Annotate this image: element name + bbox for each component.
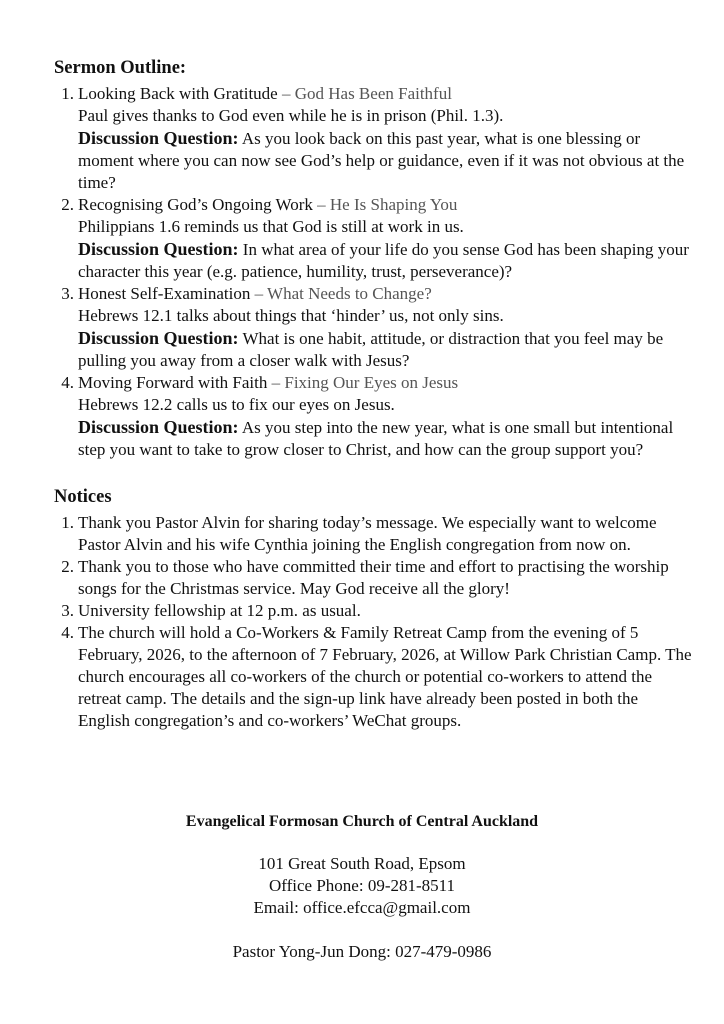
notice-text: Thank you to those who have committed their time and effort to practising the worship songs for the Christmas service. May God receive all the glory! xyxy=(78,557,669,598)
discussion-label: Discussion Question: xyxy=(78,417,239,437)
pastor-contact: Pastor Yong-Jun Dong: 027-479-0986 xyxy=(232,942,492,961)
point-verse: Hebrews 12.2 calls us to fix our eyes on Jesus. xyxy=(78,395,395,414)
point-verse: Hebrews 12.1 talks about things that ‘hinder’ us, not only sins. xyxy=(78,306,504,325)
point-verse: Philippians 1.6 reminds us that God is still at work in us. xyxy=(78,217,464,236)
point-title-line xyxy=(78,283,694,305)
point-subtitle: – Fixing Our Eyes on Jesus xyxy=(271,373,459,392)
point-title-line xyxy=(78,83,694,105)
item-number: 2. xyxy=(61,557,74,576)
notice-text: The church will hold a Co-Workers & Family Retreat Camp from the evening of 5 February, 2026, to the afternoon of 7 February, 2026, at Willow Park Christian Camp. The church encourages all co-workers of the church or potential co-workers to attend the retreat camp. The details and the sign-up link have already been posted in both the English congregation’s and co-workers’ WeChat groups. xyxy=(78,623,692,730)
point-verse: Paul gives thanks to God even while he is in prison (Phil. 1.3). xyxy=(78,106,504,125)
church-email[interactable]: Email: office.efcca@gmail.com xyxy=(253,898,471,917)
notice-item xyxy=(54,512,694,556)
discussion-text: In what area of your life do you sense God has been shaping your character this year (e.g. patience, humility, trust, perseverance)? xyxy=(78,240,689,281)
discussion-question xyxy=(78,327,694,372)
notice-item xyxy=(54,600,694,622)
sermon-point xyxy=(54,194,694,283)
item-number: 4. xyxy=(61,623,74,642)
point-title: Honest Self-Examination xyxy=(78,284,251,303)
item-number: 1. xyxy=(61,513,74,532)
point-subtitle: – God Has Been Faithful xyxy=(281,84,452,103)
discussion-label: Discussion Question: xyxy=(78,239,239,259)
notices-list xyxy=(54,512,694,732)
sermon-point xyxy=(54,372,694,461)
point-title: Moving Forward with Faith xyxy=(78,373,268,392)
church-footer xyxy=(0,811,724,963)
item-number: 1. xyxy=(61,84,74,103)
item-number: 3. xyxy=(61,601,74,620)
sermon-point xyxy=(54,283,694,372)
discussion-text: As you step into the new year, what is one small but intentional step you want to take to grow closer to Christ, and how can the group support you? xyxy=(78,418,674,459)
point-title: Looking Back with Gratitude xyxy=(78,84,278,103)
point-title-line xyxy=(78,194,694,216)
sermon-point xyxy=(54,83,694,194)
point-title: Recognising God’s Ongoing Work xyxy=(78,195,313,214)
sermon-outline-list xyxy=(54,83,694,461)
discussion-label: Discussion Question: xyxy=(78,328,239,348)
discussion-text: As you look back on this past year, what is one blessing or moment where you can now see God’s help or guidance, even if it was not obvious at the time? xyxy=(78,129,685,192)
notice-item xyxy=(54,556,694,600)
discussion-question xyxy=(78,238,694,283)
point-subtitle: – What Needs to Change? xyxy=(254,284,432,303)
notice-item xyxy=(54,622,694,732)
discussion-question xyxy=(78,127,694,194)
point-subtitle: – He Is Shaping You xyxy=(317,195,458,214)
discussion-label: Discussion Question: xyxy=(78,128,239,148)
discussion-question xyxy=(78,416,694,461)
office-phone: Office Phone: 09-281-8511 xyxy=(268,876,456,895)
notice-text: University fellowship at 12 p.m. as usual. xyxy=(78,601,361,620)
item-number: 4. xyxy=(61,373,74,392)
item-number: 3. xyxy=(61,284,74,303)
notice-text: Thank you Pastor Alvin for sharing today’s message. We especially want to welcome Pastor Alvin and his wife Cynthia joining the English congregation from now on. xyxy=(78,513,657,554)
item-number: 2. xyxy=(61,195,74,214)
church-address: 101 Great South Road, Epsom xyxy=(258,854,466,873)
church-name: Evangelical Formosan Church of Central Auckland xyxy=(185,813,539,830)
notices-heading: Notices xyxy=(54,487,112,507)
discussion-text: What is one habit, attitude, or distraction that you feel may be pulling you away from a closer walk with Jesus? xyxy=(78,329,664,370)
sermon-outline-heading: Sermon Outline: xyxy=(54,58,187,78)
point-title-line xyxy=(78,372,694,394)
